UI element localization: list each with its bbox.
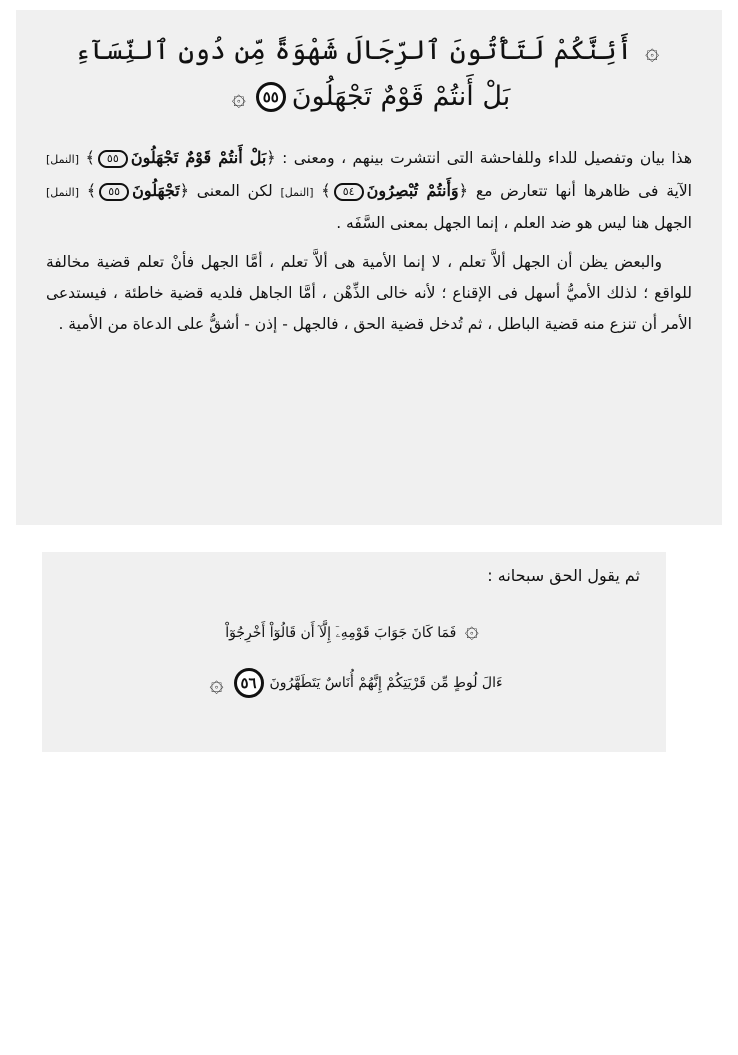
passage-intro: ثم يقول الحق سبحانه : bbox=[487, 566, 640, 585]
inline-quote: بَلْ أَنتُمْ قَوْمٌ تَجْهَلُونَ bbox=[130, 148, 267, 167]
verse-line-1 bbox=[46, 28, 692, 74]
verse-close-ornament-icon: ۞ bbox=[209, 669, 224, 697]
inline-ayah-marker: ٥٥ bbox=[98, 150, 128, 168]
paragraph-text: الجهل هنا ليس هو ضد العلم ، إنما الجهل بمعنى السَّفَه . bbox=[336, 214, 692, 232]
paragraph-text: لكن المعنى bbox=[196, 182, 273, 200]
surah-reference: [النمل] bbox=[46, 153, 79, 166]
top-passage-panel bbox=[16, 10, 722, 525]
verse-text: فَمَا كَانَ جَوَابَ قَوْمِهِۦٓ إِلَّآ أَن قَالُوٓاْ أَخْرِجُوٓاْ bbox=[225, 625, 457, 641]
inline-quote: وَأَنتُمْ تُبْصِرُونَ bbox=[366, 181, 459, 200]
verse-line-2 bbox=[68, 658, 640, 708]
verse-open-ornament-icon: ۞ bbox=[645, 37, 660, 65]
verse-close-ornament-icon: ۞ bbox=[231, 83, 246, 111]
verse-open-ornament-icon: ۞ bbox=[464, 615, 479, 643]
surah-reference: [النمل] bbox=[280, 186, 314, 199]
quote-bracket-open: ﴿ bbox=[266, 148, 276, 167]
quote-bracket-close: ﴾ bbox=[85, 148, 95, 167]
quote-bracket-open: ﴿ bbox=[458, 181, 469, 200]
ayah-number-marker: ٥٥ bbox=[256, 82, 286, 112]
surah-reference: [النمل] bbox=[46, 186, 79, 199]
quote-bracket-open: ﴿ bbox=[179, 181, 190, 200]
verse-text: بَلْ أَنتُمْ قَوْمٌ تَجْهَلُونَ bbox=[291, 81, 511, 112]
commentary-paragraph-2: والبعض يظن أن الجهل ألاَّ تعلم ، لا إنما الأمية هى ألاَّ تعلم ، أمَّا الجهل فأنْ تعلم قضية مخالفة للواقع ؛ لذلك الأميُّ أسهل فى الإقناع ؛ لأنه خالى الذِّهْن ، أمَّا الجاهل فلديه قضية خاطئة ، فيستدعى الأمر أن تنزع منه قضية الباطل ، ثم تُدخل قضية الحق ، فالجهل - إذن - أشقُّ على الدعاة من الأمية . bbox=[46, 253, 692, 333]
commentary-paragraph-1 bbox=[46, 142, 692, 239]
verse-text: ءَالَ لُوطٍ مِّن قَرْيَتِكُمْ إِنَّهُمْ أُنَاسٌ يَتَطَهَّرُونَ bbox=[269, 675, 503, 691]
verse-line-1 bbox=[68, 604, 640, 658]
verse-line-2 bbox=[46, 74, 692, 120]
paragraph-text: الآية فى ظاهرها أنها تتعارض مع bbox=[475, 182, 692, 200]
quote-bracket-close: ﴾ bbox=[321, 181, 331, 200]
inline-ayah-marker: ٥٥ bbox=[99, 183, 129, 201]
inline-ayah-marker: ٥٤ bbox=[334, 183, 364, 201]
paragraph-text: هذا بيان وتفصيل للداء وللفاحشة التى انتشرت بينهم ، ومعنى : bbox=[282, 149, 692, 167]
ayah-number-marker: ٥٦ bbox=[234, 668, 264, 698]
verse-text: أَئِنَّكُمْ لَتَأْتُونَ ٱلرِّجَالَ شَهْوَةً مِّن دُونِ ٱلنِّسَآءِ bbox=[74, 35, 633, 66]
quote-bracket-close: ﴾ bbox=[86, 181, 97, 200]
bottom-passage-panel bbox=[42, 552, 666, 752]
inline-quote: تَجْهَلُونَ bbox=[132, 181, 180, 200]
